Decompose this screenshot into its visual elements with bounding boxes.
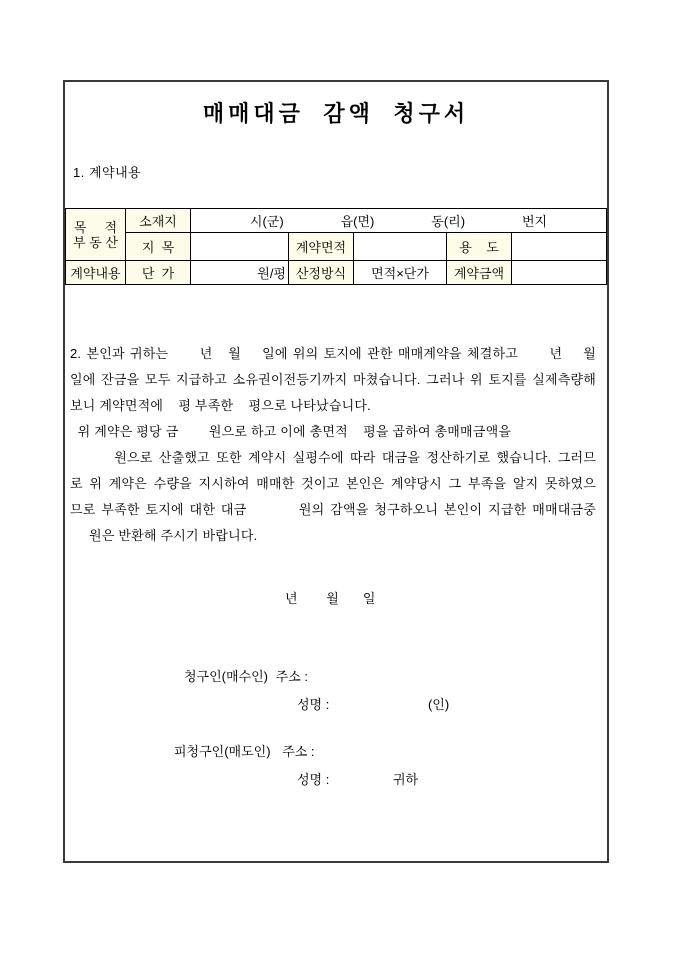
- body-line: 므로 부족한 토지에 대한 대금 원의 감액을 청구하오니 본인이 지급한 매매대금중: [70, 502, 596, 517]
- property-label-line1: 목 적: [73, 219, 118, 235]
- body-line: 보니 계약면적에 평 부족한 평으로 나타났습니다.: [70, 398, 371, 413]
- body-line: 원으로 산출했고 또한 계약시 실평수에 따라 대금을 정산하기로 했습니다. 그러므: [70, 450, 596, 465]
- cell-land-category-value: [191, 233, 289, 261]
- respondent-name-label: 성명 :: [297, 772, 330, 787]
- respondent-honorific: 귀하: [392, 772, 419, 787]
- table-row: [66, 233, 607, 261]
- respondent-address-row: [174, 744, 607, 759]
- cell-contract-area-label: 계약면적: [289, 233, 354, 261]
- cell-location-label: 소재지: [126, 209, 191, 233]
- claimant-name-row: [297, 697, 607, 712]
- cell-unit-price-value: 원/평: [191, 261, 289, 285]
- location-part-dong-ri: 동(리): [431, 214, 466, 229]
- body-line: 위 계약은 평당 금 원으로 하고 이에 총면적 평을 곱하여 총매매금액을: [70, 424, 512, 439]
- table-row: [66, 209, 607, 233]
- document-title: 매매대금 감액 청구서: [202, 101, 470, 126]
- location-value-parts: [193, 211, 604, 230]
- cell-location-value: [191, 209, 607, 233]
- cell-property-label: [66, 209, 126, 261]
- body-line: 2. 본인과 귀하는 년 월 일에 위의 토지에 관한 매매계약을 체결하고 년 월: [70, 346, 596, 361]
- claimant-address-row: [184, 669, 607, 684]
- table-row: [66, 261, 607, 285]
- cell-contract-amount-label: 계약금액: [447, 261, 512, 285]
- body-line: 원은 반환해 주시기 바랍니다.: [70, 528, 258, 543]
- body-line: 일에 잔금을 모두 지급하고 소유권이전등기까지 마쳤습니다. 그러나 위 토지를 실제측량해: [70, 372, 596, 387]
- cell-calc-method-label: 산정방식: [289, 261, 354, 285]
- claimant-label: 청구인(매수인): [184, 669, 269, 684]
- section2-body-text: [65, 341, 607, 549]
- claimant-seal-mark: (인): [427, 697, 450, 712]
- property-label-line2: 부 동 산: [73, 234, 118, 250]
- cell-contract-row-label: 계약내용: [66, 261, 126, 285]
- cell-use-label: 용 도: [447, 233, 512, 261]
- cell-calc-method-value: 면적×단가: [354, 261, 447, 285]
- document-page: [63, 80, 609, 863]
- cell-use-value: [512, 233, 607, 261]
- respondent-address-label: 주소 :: [282, 744, 315, 759]
- location-part-beonji: 번지: [521, 214, 548, 229]
- body-line: 로 위 계약은 수량을 지시하여 매매한 것이고 본인은 계약당시 그 부족을 알지 못하였으: [70, 476, 596, 491]
- claimant-address-label: 주소 :: [275, 669, 308, 684]
- contract-details-table: [65, 208, 607, 285]
- respondent-label: 피청구인(매도인): [174, 744, 271, 759]
- cell-land-category-label: 지 목: [126, 233, 191, 261]
- cell-contract-area-value: [354, 233, 447, 261]
- location-part-si-gun: 시(군): [249, 214, 284, 229]
- cell-contract-amount-value: [512, 261, 607, 285]
- claimant-name-label: 성명 :: [297, 697, 330, 712]
- date-line: 년 월 일: [285, 591, 377, 606]
- location-part-eup-myeon: 읍(면): [340, 214, 375, 229]
- respondent-name-row: [297, 772, 607, 787]
- section1-heading: 1. 계약내용: [73, 165, 142, 180]
- cell-unit-price-label: 단 가: [126, 261, 191, 285]
